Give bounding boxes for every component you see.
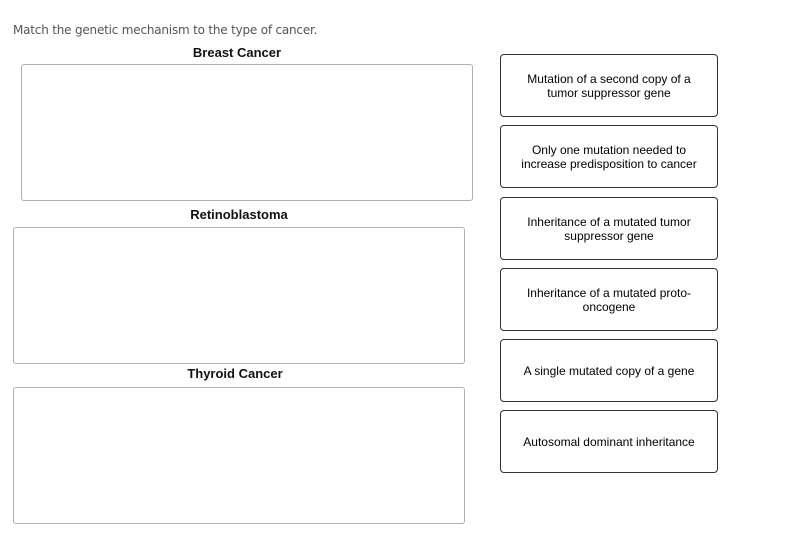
instructions-text: Match the genetic mechanism to the type of cancer. (13, 23, 318, 37)
zone-label-thyroid-cancer: Thyroid Cancer (187, 366, 283, 381)
answer-card[interactable]: Inheritance of a mutated tumor suppressor gene (500, 197, 718, 260)
answer-card[interactable]: Inheritance of a mutated proto-oncogene (500, 268, 718, 331)
zone-label-retinoblastoma: Retinoblastoma (190, 207, 288, 222)
answer-card[interactable]: Only one mutation needed to increase predisposition to cancer (500, 125, 718, 188)
answer-card[interactable]: A single mutated copy of a gene (500, 339, 718, 402)
zone-label-breast-cancer: Breast Cancer (192, 45, 282, 60)
answer-card[interactable]: Mutation of a second copy of a tumor suppressor gene (500, 54, 718, 117)
drop-zone-thyroid-cancer[interactable] (13, 387, 465, 524)
drop-zone-breast-cancer[interactable] (21, 64, 473, 201)
drop-zone-retinoblastoma[interactable] (13, 227, 465, 364)
answer-card[interactable]: Autosomal dominant inheritance (500, 410, 718, 473)
